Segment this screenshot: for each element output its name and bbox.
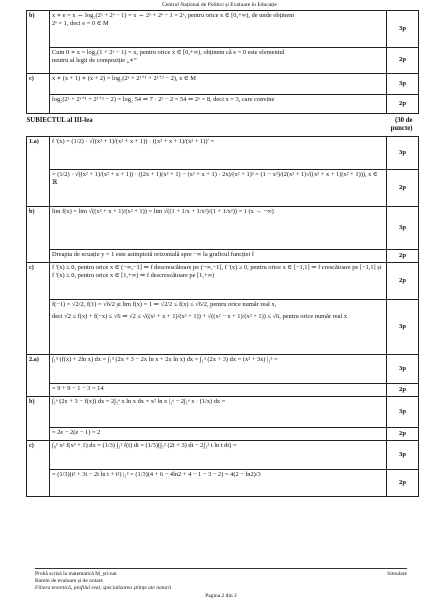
- item-label: 2.a): [27, 354, 50, 396]
- solution-line: Cum 0 ∗ x = log₂(1 + 2ˣ − 1) = x, pentru orice x ∈ [0,+∞), obținem că e = 0 este elementul: [52, 49, 285, 56]
- solution-line: f ′(x) ≤ 0, pentru orice x ∈ (−∞,−1] ⇒ f descrescătoare pe (−∞,−1], f ′(x) ≥ 0, pentru orice x ∈ [−1,1] ⇒ f crescătoare pe [−1,1] și f ′(x) ≤ 0, pentru orice x ∈ [1,+∞) ⇒ f descrescătoare pe [1,+∞): [52, 263, 382, 279]
- points-cell: 2p: [387, 427, 419, 440]
- solution-line: = 2e − 2(e − 1) = 2: [52, 428, 101, 436]
- table-row: [27, 469, 419, 496]
- footer-specialization: Filiera teoretică, profilul real, specializarea științe ale naturii: [35, 584, 172, 591]
- item-label: c): [27, 262, 50, 354]
- solution-line: ∫₁³ (f(x) + 2ln x) dx = ∫₁³ (2x + 3 − 2x ln x + 2x ln x) dx = ∫₁³ (2x + 3) dx = (x² + 3x) |₁³ =: [52, 355, 278, 363]
- table-row: [27, 48, 419, 74]
- section-title: SUBIECTUL al III-lea: [26, 117, 93, 124]
- solution-line: 2ᵉ = 1, deci e = 0 ∈ M: [52, 20, 109, 27]
- table-row: [27, 262, 419, 299]
- solution-line: neutru al legii de compoziție „∗”: [52, 57, 137, 64]
- solution-line: ∫₁ᵉ (2x + 3 − f(x)) dx = 2∫₁ᵉ x ln x dx = x² ln x |₁ᵉ − 2∫₁ᵉ x · (1/x) dx =: [52, 397, 226, 405]
- table-row: [27, 74, 419, 95]
- table-row: [27, 427, 419, 440]
- points-cell: 2p: [387, 169, 419, 206]
- table-row: [27, 440, 419, 469]
- footer-divider: [35, 568, 407, 569]
- item-label: c): [27, 74, 50, 114]
- table-row: [27, 169, 419, 206]
- item-label: b): [27, 396, 50, 440]
- footer-exam-title: Probă scrisă la matematică M_ști-nat: [35, 571, 117, 577]
- points-cell: 2p: [387, 383, 419, 396]
- points-cell: 2p: [387, 95, 419, 114]
- marking-table: [26, 10, 419, 497]
- item-label: c): [27, 440, 50, 496]
- table-row: [27, 206, 419, 249]
- page-footer: [35, 568, 407, 600]
- table-row: [27, 354, 419, 383]
- points-cell: 3p: [387, 440, 419, 469]
- table-row: [27, 299, 419, 354]
- table-row: [27, 249, 419, 262]
- solution-line: deci √2 ≤ f(x) + f(−x) ≤ √6 ⇒ √2 ≤ √((x² + x + 1)/(x² + 1)) + √((x² − x + 1)/(x² + 1)) ≤ √6, pentru orice număr real x: [52, 312, 348, 320]
- footer-scheme-title: Barem de evaluare și de notare: [35, 577, 103, 584]
- solution-line: x ∗ (x + 1) ∗ (x + 2) = log₂(2ˣ + 2ˣ⁺¹ + 2ˣ⁺² − 2), x ∈ M: [52, 75, 196, 82]
- footer-exam-type: Simulare: [387, 571, 407, 577]
- section-heading-row: [27, 114, 419, 137]
- points-cell: 3p: [387, 354, 419, 383]
- solution-line: x ∗ e = x ⇔ log₂(2ˣ + 2ᵉ − 1) = x ⇔ 2ˣ + 2ᵉ − 1 = 2ˣ, pentru orice x ∈ [0,+∞), de unde obținem: [52, 12, 295, 19]
- page-number: Pagina 2 din 2: [205, 592, 237, 599]
- table-row: [27, 383, 419, 396]
- points-cell: 3p: [387, 396, 419, 427]
- points-cell: 2p: [387, 262, 419, 299]
- item-label: b): [27, 206, 50, 262]
- points-cell: 3p: [387, 74, 419, 95]
- item-label: b): [27, 11, 50, 74]
- table-row: [27, 136, 419, 169]
- table-row: [27, 95, 419, 114]
- section-points: (30 de puncte): [390, 117, 413, 133]
- points-cell: 3p: [387, 206, 419, 249]
- solution-line: ∫₀¹ x² f(x³ + 1) dx = (1/3) ∫₁² f(t) dt = (1/3)(∫₁² (2t + 3) dt − 2∫₁² t ln t dt) =: [52, 441, 237, 449]
- points-cell: 2p: [387, 249, 419, 262]
- solution-line: f ′(x) = (1/2) · √((x² + 1)/(x² + x + 1)) · ((x² + x + 1)/(x² + 1))′ =: [52, 137, 215, 145]
- item-label: 1.a): [27, 136, 50, 206]
- solution-line: Dreapta de ecuație y = 1 este asimptotă orizontală spre −∞ la graficul funcției f: [52, 250, 254, 258]
- solution-line: lim f(x) = lim √((x² + x + 1)/(x² + 1)) = lim √((1 + 1/x + 1/x²)/(1 + 1/x²)) = 1 (x → −∞): [52, 207, 274, 215]
- points-cell: 3p: [387, 11, 419, 48]
- table-row: [27, 11, 419, 48]
- table-row: [27, 396, 419, 427]
- page-header: Centrul Național de Politici și Evaluare în Educație: [162, 2, 277, 8]
- points-cell: 3p: [387, 299, 419, 354]
- solution-line: = (1/2) · √((x² + 1)/(x² + x + 1)) · ((2x + 1)(x² + 1) − (x² + x + 1) · 2x)/(x² + 1)² = (1 − x²)/(2(x² + 1)√((x² + x + 1)(x² + 1))), x ∈ ℝ: [52, 170, 378, 186]
- points-cell: 3p: [387, 136, 419, 169]
- points-cell: 2p: [387, 469, 419, 496]
- solution-line: = (1/3)(t² + 3t − 2t ln t + t²) |₁² = (1/3)(4 + 6 − 4ln2 + 4 − 1 − 3 − 2) = 4(2 − ln2)/3: [52, 470, 261, 478]
- solution-line: f(−1) = √2/2, f(1) = √6/2 și lim f(x) = 1 ⇒ √2/2 ≤ f(x) ≤ √6/2, pentru orice număr real x,: [52, 300, 277, 308]
- solution-line: log₂(2ˣ + 2ˣ⁺¹ + 2ˣ⁺² − 2) = log₂ 54 ⇒ 7 · 2ˣ − 2 = 54 ⇒ 2ˣ = 8, deci x = 3, care convine: [52, 96, 275, 103]
- solution-line: = 9 + 9 − 1 − 3 = 14: [52, 384, 104, 392]
- points-cell: 2p: [387, 48, 419, 74]
